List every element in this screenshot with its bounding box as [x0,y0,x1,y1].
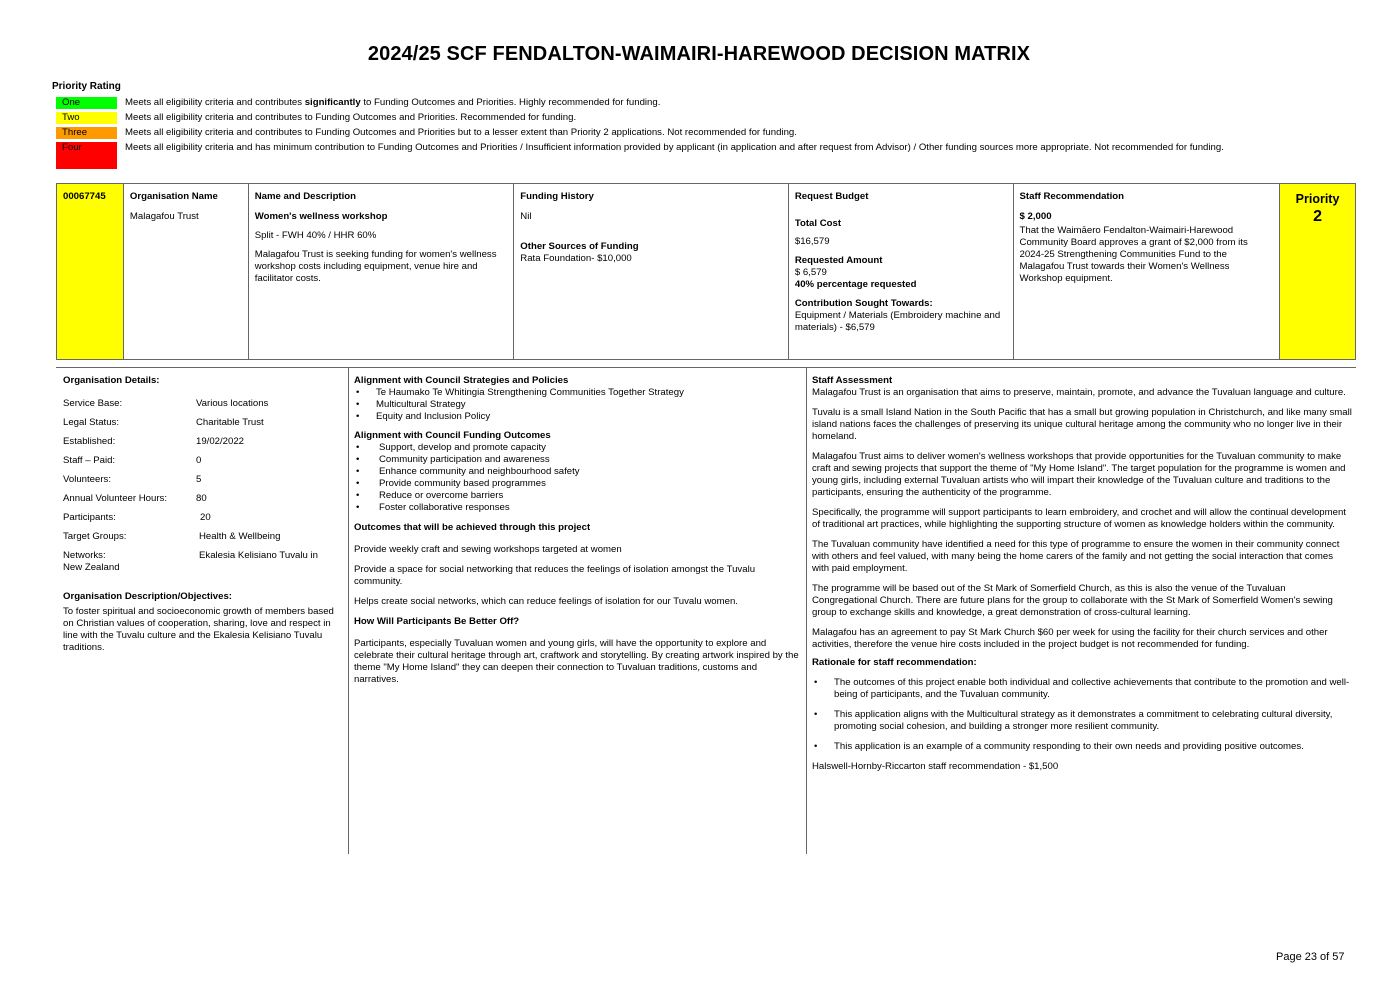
application-id-cell [57,184,124,359]
priority-cell [1280,184,1355,359]
project-outcome: Provide a space for social networking that reduces the feelings of isolation amongst the Tuvalu community. [354,564,756,587]
list-item: • Enhance community and neighbourhood safety [354,466,800,478]
organisation-details [63,375,345,654]
column-divider-1 [348,368,349,854]
assessment-paragraph: Malagafou Trust aims to deliver women's wellness workshops that provide opportunities for the Tuvaluan community to make craft and sewing projects that support the theme of "My Home Island". The target population for the programme is women and young girls, including external Tuvaluan artists who will impart their knowledge of the Tuvaluan culture and traditions to the participants, ensuring the authenticity of the programme. [812,451,1346,498]
detail-row: Target Groups: Health & Wellbeing [63,531,281,542]
list-item: • The outcomes of this project enable both individual and collective achievements that contribute to the promotion and well-being of participants, and the Tuvaluan community. [812,677,1352,701]
funding-outcomes-heading: Alignment with Council Funding Outcomes [354,430,551,441]
legend-chip-four: Four [56,142,117,169]
page-number: Page 23 of 57 [1276,951,1345,963]
project-name: Women's wellness workshop [254,211,388,222]
name-description-header: Name and Description [254,191,357,202]
list-item: • Support, develop and promote capacity [354,442,800,454]
list-item: • Te Haumako Te Whitingia Strengthening Communities Together Strategy [354,387,800,399]
legend-chip-two: Two [56,112,117,124]
assessment-paragraph: The programme will be based out of the St Mark of Somerfield Church, as this is also the venue of the Tuvaluan Congregational Church. There are future plans for the group to collaborate with the St Mark of Somerfield Women's sewing group to exchange skills and knowledge, a great demonstration of cross-cultural learning. [812,583,1333,618]
detail-row: Service Base: Various locations [63,398,269,409]
request-budget-header: Request Budget [794,191,869,202]
legend-text-four: Meets all eligibility criteria and has minimum contribution to Funding Outcomes and Priorities / Insufficient information provided by applicant (in application and after request from Advisor) / Other funding sources more appropriate. Not recommended for funding. [125,142,1224,153]
section-divider [56,367,1356,368]
priority-rating-heading: Priority Rating [52,81,121,92]
requested-amount: $ 6,579 [794,267,827,278]
legend-row-four [56,142,1316,169]
list-item: • Equity and Inclusion Policy [354,411,800,423]
percentage-requested: 40% percentage requested [794,279,917,290]
networks-continued: New Zealand [63,562,120,573]
better-off-text: Participants, especially Tuvaluan women and young girls, will have the opportunity to explore and celebrate their cultural heritage through art, craftwork and storytelling. By creating artwork inspired by the theme "My Home Island" they can deepen their connection to Tuvaluan traditions, customs and narratives. [354,638,799,685]
funding-history-header: Funding History [520,191,594,202]
org-description-text: To foster spiritual and socioeconomic growth of members based on Christian values of cooperation, sharing, love and respect in line with the Tuvalu culture and the Ekalesia Kelisiano Tuvalu traditions. [63,606,334,653]
total-cost: $16,579 [794,236,830,247]
total-cost-label: Total Cost [794,218,842,229]
legend-row-one [56,97,1316,109]
requested-amount-label: Requested Amount [794,255,883,266]
other-sources: Rata Foundation- $10,000 [520,253,632,264]
staff-recommendation-text: That the Waimāero Fendalton-Waimairi-Harewood Community Board approves a grant of $2,000 from its 2024-25 Strengthening Communities Fund to the Malagafou Trust towards their Women's Wellness Workshop equipment. [1019,225,1248,284]
detail-row: Annual Volunteer Hours: 80 [63,493,207,504]
legend-row-two [56,112,1316,124]
staff-recommendation-header: Staff Recommendation [1019,191,1124,202]
page-title: 2024/25 SCF FENDALTON-WAIMAIRI-HAREWOOD DECISION MATRIX [367,43,1031,65]
project-outcomes-heading: Outcomes that will be achieved through this project [354,522,591,533]
list-item: • Foster collaborative responses [354,502,800,514]
legend-row-three [56,127,1316,139]
alignment-section [354,375,800,686]
assessment-paragraph: The Tuvaluan community have identified a need for this type of programme to ensure the women in their community connect with others and feel valued, with many being the home carers of the family and not getting the social interaction that comes with paid employment. [812,539,1340,574]
staff-assessment-heading: Staff Assessment [812,375,893,386]
detail-row: Established: 19/02/2022 [63,436,245,447]
list-item: • This application aligns with the Multicultural strategy as it demonstrates a commitment to celebrating cultural diversity, promoting social cohesion, and building a stronger more resilient community. [812,709,1352,733]
list-item: • Multicultural Strategy [354,399,800,411]
contribution-label: Contribution Sought Towards: [794,298,933,309]
organisation-name: Malagafou Trust [129,211,199,222]
networks-row: Networks: Ekalesia Kelisiano Tuvalu in [63,550,318,561]
application-id: 00067745 [63,191,106,202]
detail-row: Staff – Paid: 0 [63,455,202,466]
staff-recommendation-cell [1014,184,1281,359]
assessment-paragraph: Malagafou has an agreement to pay St Mark Church $60 per week for using the facility for their church services and other activities, therefore the venue hire costs included in the project budget is not recommended for funding. [812,627,1328,650]
funding-outcomes-list [354,442,800,514]
legend-text-three: Meets all eligibility criteria and contributes to Funding Outcomes and Priorities but to a lesser extent than Priority 2 applications. Not recommended for funding. [125,127,797,138]
organisation-name-header: Organisation Name [129,191,218,202]
legend-text-two: Meets all eligibility criteria and contributes to Funding Outcomes and Priorities. Recommended for funding. [125,112,577,123]
project-outcome: Provide weekly craft and sewing workshops targeted at women [354,544,622,555]
funding-history-cell [514,184,789,359]
legend-chip-three: Three [56,127,117,139]
project-description: Malagafou Trust is seeking funding for women's wellness workshop costs including equipment, venue hire and facilitator costs. [254,249,497,284]
detail-row: Legal Status: Charitable Trust [63,417,264,428]
org-details-heading: Organisation Details: [63,375,160,386]
project-outcome: Helps create social networks, which can reduce feelings of isolation for our Tuvalu women. [354,596,738,607]
column-divider-2 [806,368,807,854]
detail-row: Participants: 20 [63,512,211,523]
other-sources-header: Other Sources of Funding [520,241,639,252]
other-board-recommendation: Halswell-Hornby-Riccarton staff recommendation - $1,500 [812,761,1059,772]
staff-recommendation-amount: $ 2,000 [1019,211,1052,222]
contribution-detail: Equipment / Materials (Embroidery machine and materials) - $6,579 [794,310,1001,333]
list-item: • Provide community based programmes [354,478,800,490]
list-item: • Community participation and awareness [354,454,800,466]
organisation-name-cell [124,184,249,359]
list-item: • Reduce or overcome barriers [354,490,800,502]
request-budget-cell [789,184,1014,359]
funding-split: Split - FWH 40% / HHR 60% [254,230,377,241]
funding-history: Nil [520,211,532,222]
priority-legend [56,97,1316,172]
staff-assessment-section [812,375,1352,773]
assessment-paragraph: Tuvalu is a small Island Nation in the South Pacific that has a small but growing population in Christchurch, and like many small island nations faces the challenges of preserving its unique cultural heritage among the community who no longer live in their homeland. [812,407,1352,442]
strategies-list [354,387,800,423]
assessment-paragraph: Specifically, the programme will support participants to learn embroidery, and crochet and will allow the continual development of traditional art practices, while highlighting the supporting structure of women as knowledge holders within the community. [812,507,1346,530]
name-description-cell [249,184,515,359]
rationale-list [812,677,1352,753]
list-item: • This application is an example of a community responding to their own needs and providing positive outcomes. [812,741,1352,753]
priority-value: 2 [1313,208,1322,225]
rationale-heading: Rationale for staff recommendation: [812,657,977,668]
detail-row: Volunteers: 5 [63,474,202,485]
decision-matrix-row [56,183,1356,360]
assessment-paragraph: Malagafou Trust is an organisation that aims to preserve, maintain, promote, and advance the Tuvaluan language and culture. [812,387,1346,398]
priority-header: Priority [1295,192,1340,206]
legend-text-one: Meets all eligibility criteria and contributes significantly to Funding Outcomes and Priorities. Highly recommended for funding. [125,97,661,108]
better-off-heading: How Will Participants Be Better Off? [354,616,520,627]
strategies-heading: Alignment with Council Strategies and Policies [354,375,569,386]
org-description-heading: Organisation Description/Objectives: [63,591,232,602]
legend-chip-one: One [56,97,117,109]
